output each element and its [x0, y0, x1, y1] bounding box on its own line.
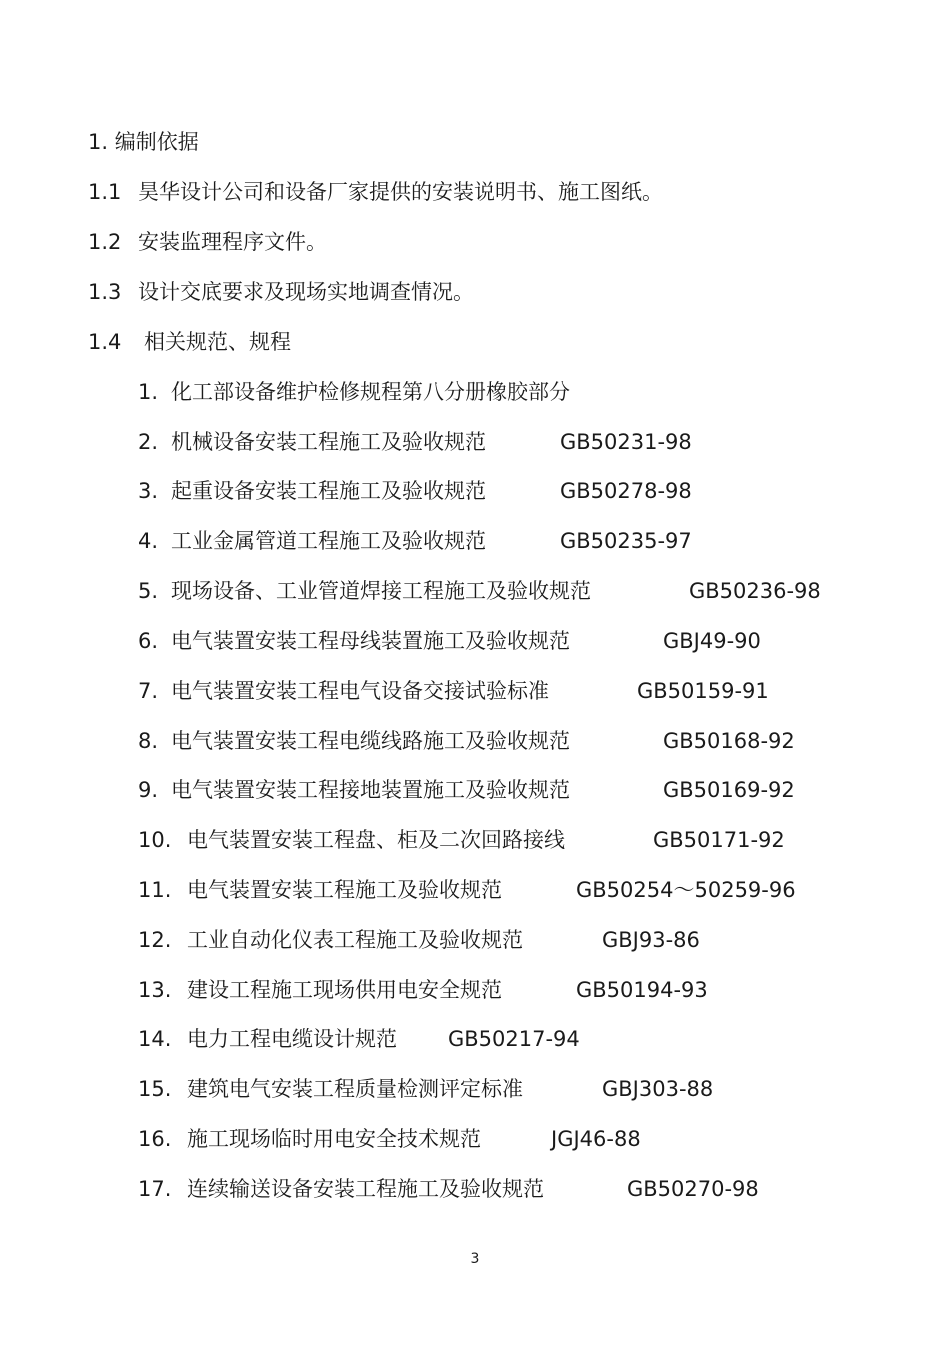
standard-number: 1.: [138, 380, 159, 404]
standard-item: [138, 477, 486, 505]
section-heading: 1. 编制依据: [88, 130, 199, 154]
item-text: 昊华设计公司和设备厂家提供的安装说明书、施工图纸。: [138, 180, 663, 204]
standard-number: 9.: [138, 778, 159, 802]
item-number: 1.1: [88, 180, 122, 204]
standard-title: 电气装置安装工程接地装置施工及验收规范: [171, 778, 570, 802]
standard-number: 6.: [138, 629, 159, 653]
standard-item: [138, 378, 570, 406]
standard-item: [138, 527, 486, 555]
standard-title: 建筑电气安装工程质量检测评定标准: [187, 1077, 523, 1101]
item-number: 1.3: [88, 280, 122, 304]
standard-item: [138, 1075, 523, 1103]
standard-item: [138, 776, 570, 804]
standard-title: 工业金属管道工程施工及验收规范: [171, 529, 486, 553]
item-text: 相关规范、规程: [144, 330, 291, 354]
standard-title: 连续输送设备安装工程施工及验收规范: [187, 1177, 544, 1201]
standard-title: 电力工程电缆设计规范: [187, 1027, 397, 1051]
standard-title: 电气装置安装工程电气设备交接试验标准: [171, 679, 549, 703]
standard-title: 化工部设备维护检修规程第八分册橡胶部分: [171, 380, 570, 404]
standard-code: JGJ46-88: [551, 1127, 641, 1151]
standard-item: [138, 727, 570, 755]
standard-code: GB50169-92: [663, 778, 795, 802]
standard-title: 现场设备、工业管道焊接工程施工及验收规范: [171, 579, 591, 603]
standard-code: GB50194-93: [576, 978, 708, 1002]
item-number: 1.2: [88, 230, 122, 254]
standard-code: GBJ49-90: [663, 629, 761, 653]
standard-item: [138, 677, 549, 705]
page-number: 3: [470, 1251, 480, 1267]
standard-number: 16.: [138, 1127, 172, 1151]
standard-title: 建设工程施工现场供用电安全规范: [187, 978, 502, 1002]
standard-item: [138, 1025, 397, 1053]
standard-code: GB50171-92: [653, 828, 785, 852]
standard-number: 14.: [138, 1027, 172, 1051]
standard-number: 10.: [138, 828, 172, 852]
standard-code: GB50168-92: [663, 729, 795, 753]
item-text: 安装监理程序文件。: [138, 230, 327, 254]
standard-number: 5.: [138, 579, 159, 603]
standard-number: 8.: [138, 729, 159, 753]
standard-item: [138, 577, 591, 605]
standard-number: 17.: [138, 1177, 172, 1201]
basis-item: [88, 278, 474, 306]
standard-item: [138, 876, 502, 904]
standard-number: 13.: [138, 978, 172, 1002]
item-text: 设计交底要求及现场实地调查情况。: [138, 280, 474, 304]
standard-number: 4.: [138, 529, 159, 553]
standard-number: 11.: [138, 878, 172, 902]
basis-item: [88, 228, 327, 256]
standard-code: GB50231-98: [560, 430, 692, 454]
standard-code: GB50159-91: [637, 679, 769, 703]
standard-number: 7.: [138, 679, 159, 703]
standard-item: [138, 926, 523, 954]
standard-title: 电气装置安装工程电缆线路施工及验收规范: [171, 729, 570, 753]
standard-number: 2.: [138, 430, 159, 454]
standard-code: GB50254～50259-96: [576, 878, 796, 902]
standard-code: GB50235-97: [560, 529, 692, 553]
standard-title: 电气装置安装工程母线装置施工及验收规范: [171, 629, 570, 653]
standard-title: 电气装置安装工程施工及验收规范: [187, 878, 502, 902]
standard-number: 15.: [138, 1077, 172, 1101]
standard-item: [138, 1175, 544, 1203]
standard-title: 电气装置安装工程盘、柜及二次回路接线: [187, 828, 565, 852]
standard-item: [138, 428, 486, 456]
standard-title: 工业自动化仪表工程施工及验收规范: [187, 928, 523, 952]
standard-item: [138, 976, 502, 1004]
standard-item: [138, 826, 565, 854]
basis-item: [88, 328, 291, 356]
standard-title: 起重设备安装工程施工及验收规范: [171, 479, 486, 503]
standard-number: 12.: [138, 928, 172, 952]
basis-item: [88, 178, 663, 206]
standard-code: GB50236-98: [689, 579, 821, 603]
standard-code: GB50278-98: [560, 479, 692, 503]
standard-item: [138, 1125, 481, 1153]
standard-code: GBJ93-86: [602, 928, 700, 952]
standard-title: 机械设备安装工程施工及验收规范: [171, 430, 486, 454]
standard-title: 施工现场临时用电安全技术规范: [187, 1127, 481, 1151]
standard-code: GBJ303-88: [602, 1077, 714, 1101]
standard-code: GB50217-94: [448, 1027, 580, 1051]
standard-code: GB50270-98: [627, 1177, 759, 1201]
standard-number: 3.: [138, 479, 159, 503]
standard-item: [138, 627, 570, 655]
item-number: 1.4: [88, 330, 122, 354]
